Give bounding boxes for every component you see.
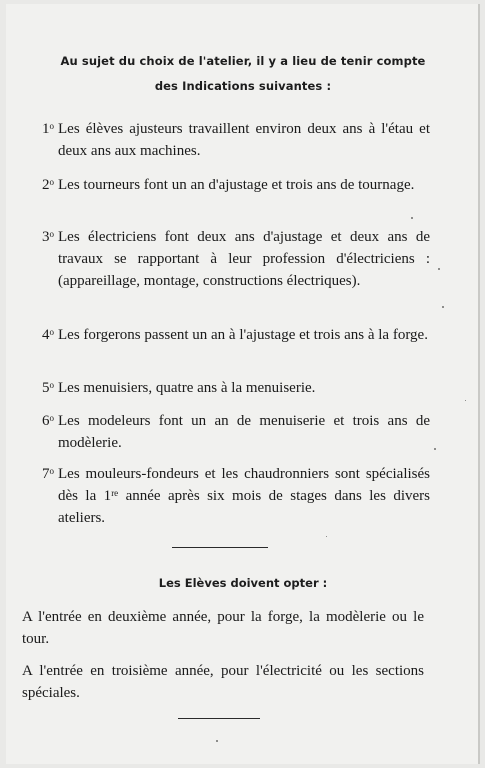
item-text: Les élèves ajusteurs travaillent environ deux ans à l'étau et deux ans aux machines. xyxy=(58,121,430,159)
scan-speck xyxy=(442,306,444,308)
list-item-1 xyxy=(28,118,430,162)
list-item-6 xyxy=(28,410,430,454)
document-page xyxy=(6,4,480,764)
item-number: 2$^o$ xyxy=(42,177,54,193)
item-text: Les mouleurs-fondeurs et les chaudronniers sont spécialisés dès la 1re année après six mois de stages dans les divers ateliers. xyxy=(58,466,430,526)
item-text: Les menuisiers, quatre ans à la menuiserie. xyxy=(58,380,316,396)
scan-speck xyxy=(465,400,466,401)
item-text: Les tourneurs font un an d'ajustage et trois ans de tournage. xyxy=(58,177,415,193)
item-number: 7$^o$ xyxy=(42,466,54,482)
item-text: Les forgerons passent un an à l'ajustage et trois ans à la forge. xyxy=(58,327,428,343)
item-number: 1$^o$ xyxy=(42,121,54,137)
option-paragraph-2: A l'entrée en troisième année, pour l'électricité ou les sections spéciales. xyxy=(22,663,424,701)
scan-speck xyxy=(216,740,218,742)
scan-speck xyxy=(411,217,413,219)
option-paragraph-1: A l'entrée en deuxième année, pour la forge, la modèlerie ou le tour. xyxy=(22,609,424,647)
list-item-5 xyxy=(28,377,430,399)
item-number: 6$^o$ xyxy=(42,413,54,429)
item-number: 5$^o$ xyxy=(42,380,54,396)
item-text: Les modeleurs font un an de menuiserie et trois ans de modèlerie. xyxy=(58,413,430,451)
item-number: 3$^o$ xyxy=(42,229,54,245)
list-item-2 xyxy=(28,174,430,196)
section-subheading: Les Elèves doivent opter : xyxy=(158,576,328,590)
intro-line-2: des Indications suivantes : xyxy=(154,79,332,93)
intro-line-1: Au sujet du choix de l'atelier, il y a lieu de tenir compte xyxy=(60,54,426,68)
item-number: 4$^o$ xyxy=(42,327,54,343)
list-item-4 xyxy=(28,324,430,346)
scan-speck xyxy=(438,268,440,270)
list-item-7 xyxy=(28,463,430,529)
item-text: Les électriciens font deux ans d'ajustage et deux ans de travaux se rapportant à leur profession d'électriciens : (appareillage, montage, constructions électriques). xyxy=(58,229,430,289)
scan-speck xyxy=(326,536,327,537)
scan-speck xyxy=(434,448,436,450)
closing-divider xyxy=(178,718,260,719)
section-divider xyxy=(172,547,268,548)
list-item-3 xyxy=(28,226,430,292)
